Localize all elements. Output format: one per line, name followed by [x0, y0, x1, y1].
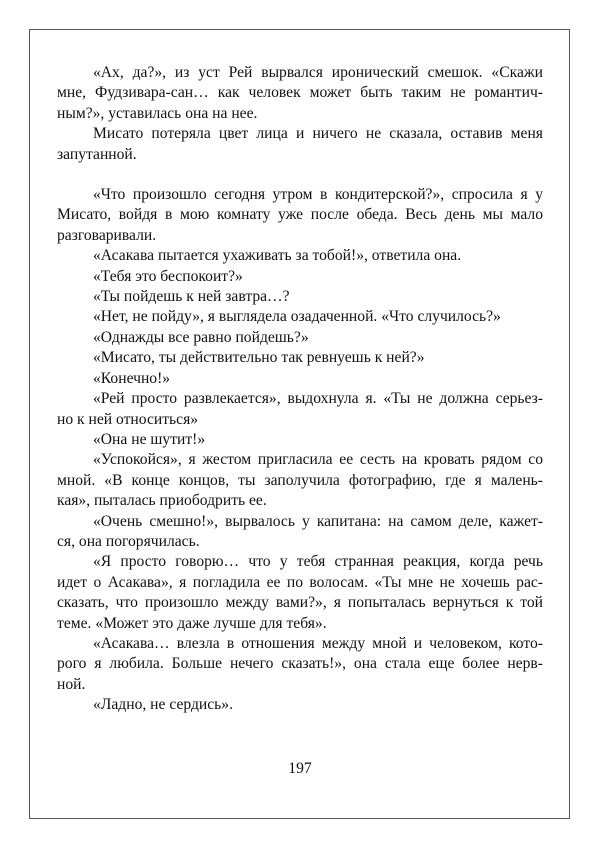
- text-line: теме. «Может это даже лучше для тебя».: [57, 614, 327, 632]
- paragraph: [57, 124, 543, 165]
- text-line: «Ладно, не сердись».: [93, 696, 233, 714]
- paragraph: [57, 348, 543, 368]
- paragraph: [57, 287, 543, 307]
- paragraph: [57, 450, 543, 511]
- paragraph: [57, 512, 543, 553]
- text-line: «Тебя это беспокоит?»: [93, 267, 243, 285]
- text-line: сказать, что произошло между вами?», я попыталась вернуться к той: [57, 594, 543, 612]
- paragraph: [57, 63, 543, 124]
- paragraph: [57, 634, 543, 695]
- page-number: 197: [288, 760, 312, 777]
- text-line: «Асакава… влезла в отношения между мной и человеком, кото-: [93, 634, 543, 652]
- text-line: кая», пыталась приободрить ее.: [57, 492, 267, 510]
- section-break: [57, 165, 543, 185]
- text-line: «Она не шутит!»: [93, 430, 206, 448]
- text-line: мной. «В конце концов, ты заполучила фотографию, где я малень-: [57, 471, 543, 489]
- paragraph: [57, 369, 543, 389]
- text-line: «Успокойся», я жестом пригласила ее сесть на кровать рядом со: [93, 451, 543, 469]
- text-line: «Мисато, ты действительно так ревнуешь к ней?»: [93, 349, 425, 367]
- paragraph: [57, 328, 543, 348]
- text-line: «Я просто говорю… что у тебя странная реакция, когда речь: [93, 553, 543, 571]
- text-line: разговаривали.: [57, 226, 157, 244]
- paragraph: [57, 185, 543, 246]
- body-text: [57, 63, 543, 716]
- text-line: Мисато потеряла цвет лица и ничего не сказала, оставив меня: [93, 125, 543, 143]
- text-line: «Ты пойдешь к ней завтра…?: [93, 288, 290, 306]
- paragraph: [57, 389, 543, 430]
- text-line: ным?», уставилась она на нее.: [57, 104, 258, 122]
- text-line: мне, Фудзивара-сан… как человек может быть таким не романтич-: [57, 84, 543, 102]
- text-line: но к ней относиться»: [57, 410, 199, 428]
- paragraph: [57, 267, 543, 287]
- text-line: «Однажды все равно пойдешь?»: [93, 328, 309, 346]
- text-line: «Что произошло сегодня утром в кондитерской?», спросила я у: [93, 186, 543, 204]
- text-line: запутанной.: [57, 145, 137, 163]
- text-line: «Конечно!»: [93, 369, 171, 387]
- text-line: рого я любила. Больше нечего сказать!», она стала еще более нерв-: [57, 655, 543, 673]
- text-line: ной.: [57, 675, 86, 693]
- text-line: идет о Асакава», я погладила ее по волосам. «Ты мне не хочешь рас-: [57, 573, 543, 591]
- paragraph: [57, 246, 543, 266]
- text-line: Мисато, войдя в мою комнату уже после обеда. Весь день мы мало: [57, 206, 543, 224]
- text-line: «Асакава пытается ухаживать за тобой!», ответила она.: [93, 247, 462, 265]
- text-line: «Очень смешно!», вырвалось у капитана: на самом деле, кажет-: [93, 512, 543, 530]
- text-line: ся, она погорячилась.: [57, 532, 200, 550]
- paragraph: [57, 552, 543, 634]
- paragraph: [57, 695, 543, 715]
- text-line: «Рей просто развлекается», выдохнула я. «Ты не должна серьез-: [93, 390, 543, 408]
- text-line: «Ах, да?», из уст Рей вырвался иронический смешок. «Скажи: [93, 64, 543, 81]
- paragraph: [57, 307, 543, 327]
- paragraph: [57, 430, 543, 450]
- text-line: «Нет, не пойду», я выглядела озадаченной. «Что случилось?»: [93, 308, 501, 326]
